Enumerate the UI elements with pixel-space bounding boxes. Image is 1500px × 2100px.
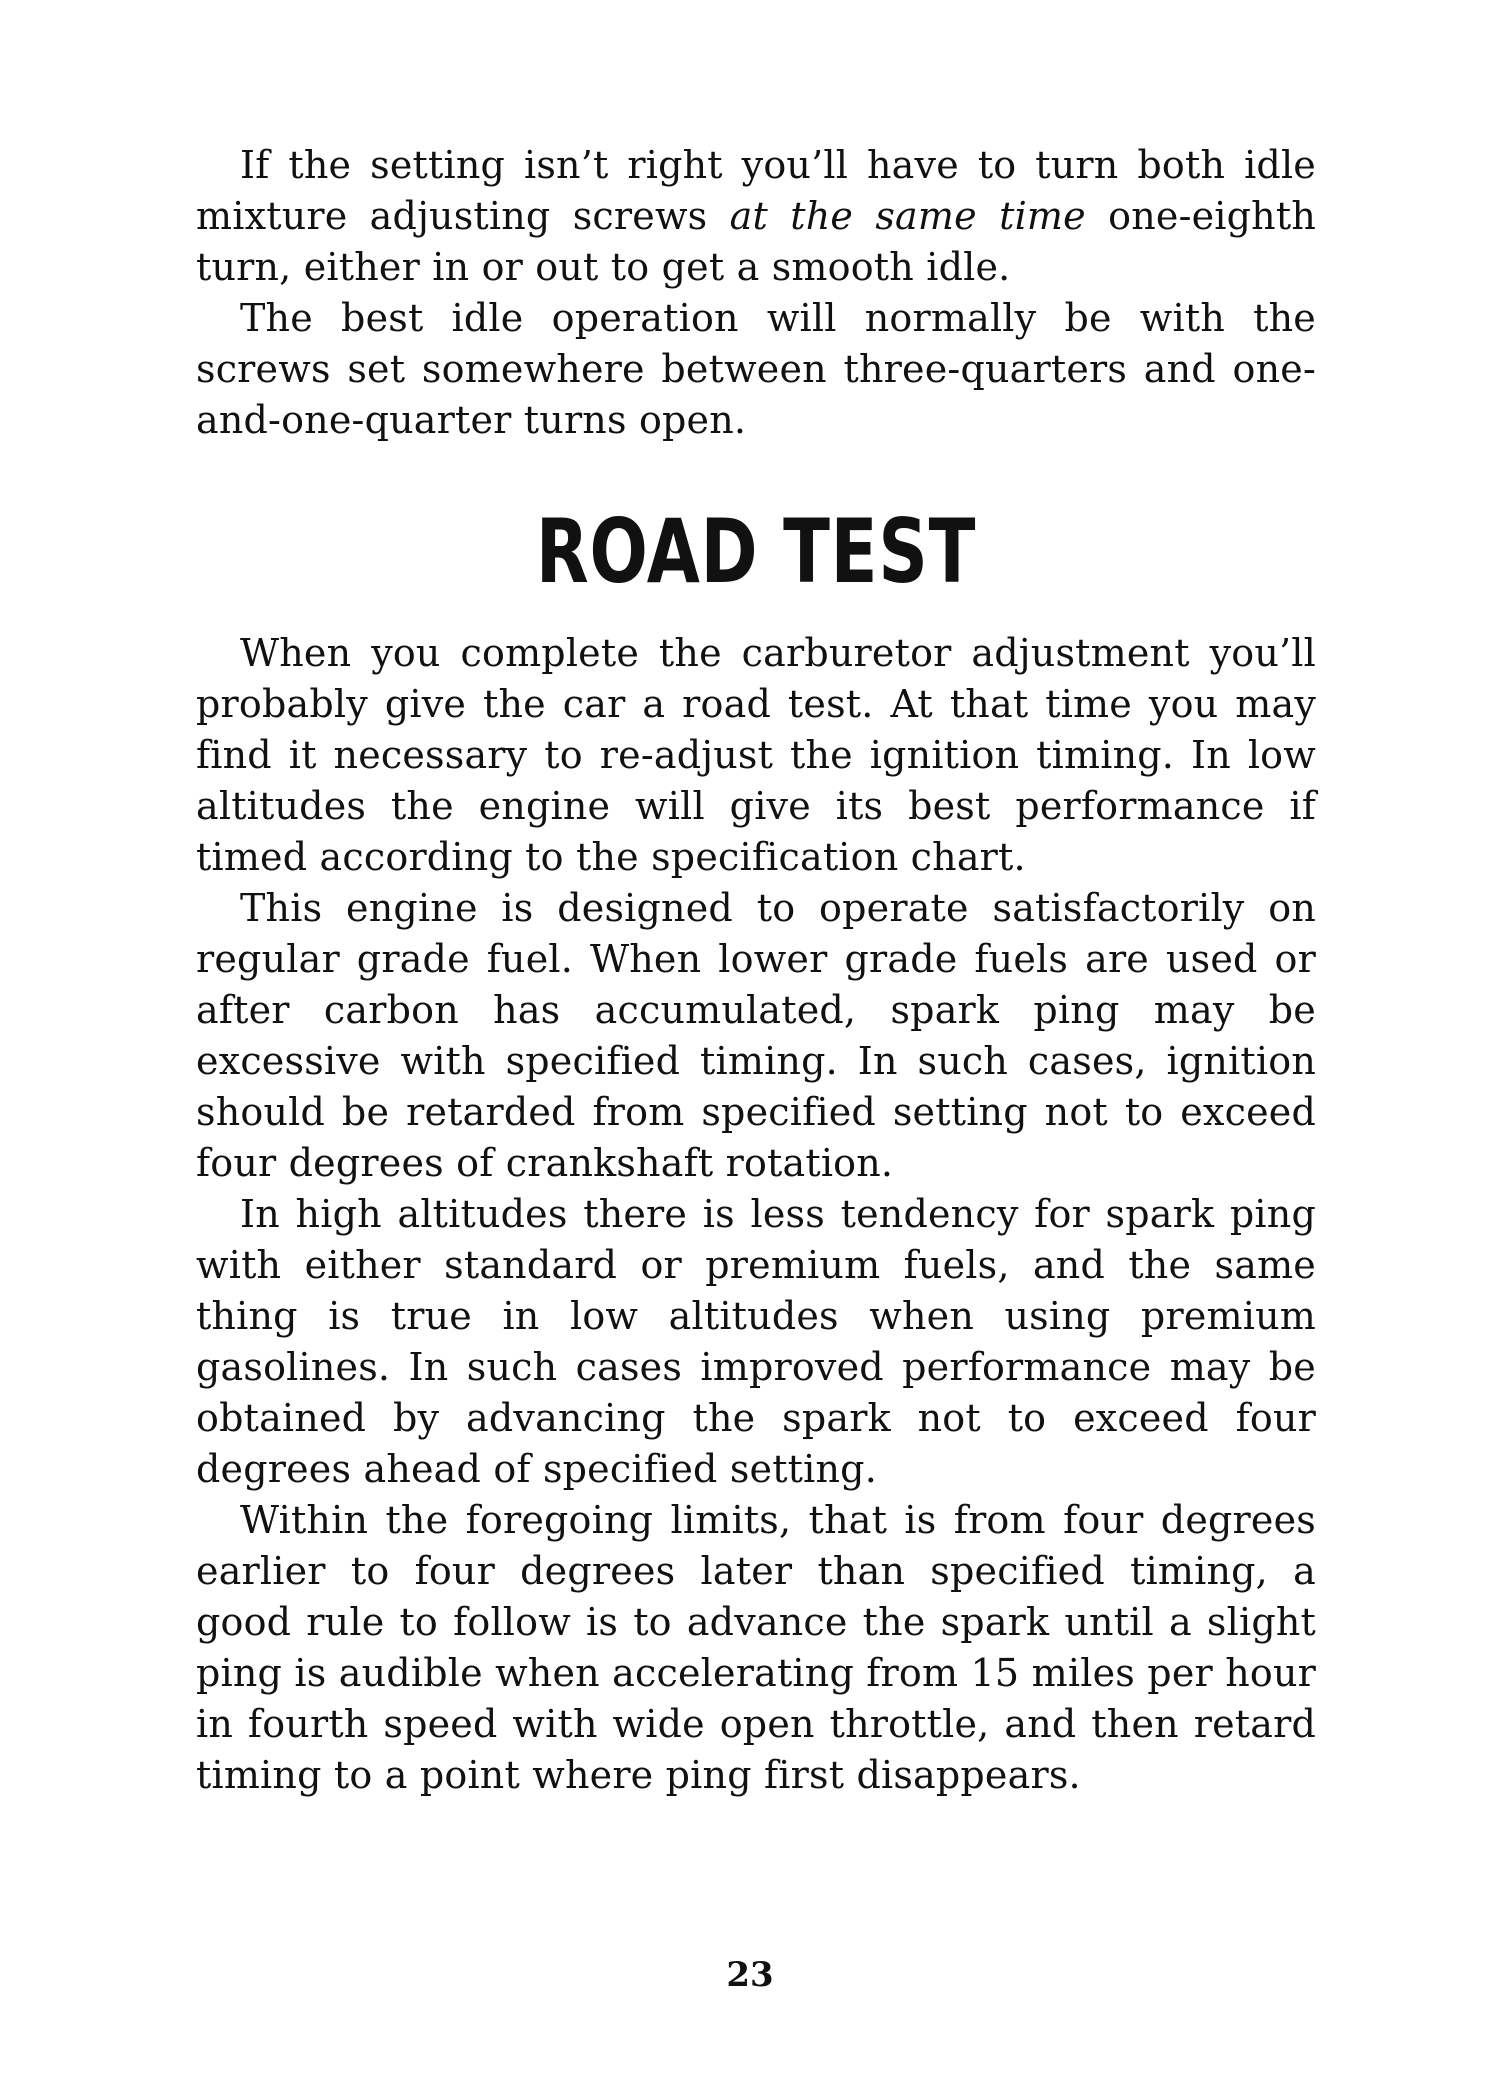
paragraph-text: one-eighth turn, either in or out to get a smooth idle.	[196, 194, 1316, 289]
paragraph-best-idle: The best idle operation will normally be with the screws set somewhere between three-quarters and one-and-one-quarter turns open.	[196, 296, 1316, 442]
paragraph-road-test-3: In high altitudes there is less tendency for spark ping with either standard or premium fuels, and the same thing is true in low altitudes when using premium gasolines. In such cases improved performance may be obtained by advancing the spark not to exceed four degrees ahead of specified setting.	[196, 1192, 1316, 1491]
paragraph-text: If the setting isn’t right you’ll have to turn both idle mixture adjusting screws	[196, 143, 1316, 238]
paragraph-idle-mixture	[196, 140, 1316, 293]
italic-emphasis: at the same time	[729, 194, 1086, 238]
section-heading: ROAD TEST	[535, 500, 977, 603]
paragraph-road-test-4: Within the foregoing limits, that is from four degrees earlier to four degrees later than specified timing, a good rule to follow is to advance the spark until a slight ping is audible when accelerating from 15 miles per hour in fourth speed with wide open throttle, and then retard timing to a point where ping first disappears.	[196, 1498, 1316, 1797]
text-column	[196, 140, 1316, 1801]
paragraph-road-test-1: When you complete the carburetor adjustment you’ll probably give the car a road test. At that time you may find it necessary to re-adjust the ignition timing. In low altitudes the engine will give its best performance if timed according to the specification chart.	[196, 631, 1316, 879]
page-number: 23	[726, 1955, 774, 1995]
paragraph-road-test-2: This engine is designed to operate satisfactorily on regular grade fuel. When lower grade fuels are used or after carbon has accumulated, spark ping may be excessive with specified timing. In such cases, ignition should be retarded from specified setting not to exceed four degrees of crankshaft rotation.	[196, 886, 1316, 1185]
